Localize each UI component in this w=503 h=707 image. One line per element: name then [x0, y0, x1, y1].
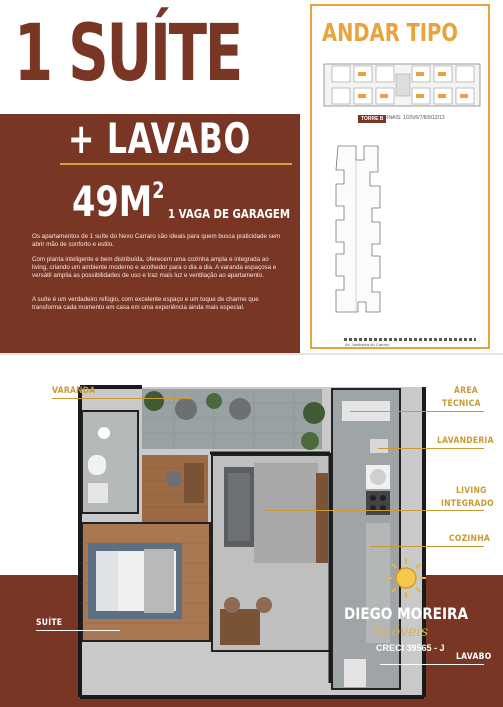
label-suite: SUÍTE: [36, 618, 63, 628]
tower-badge: TORRE B: [358, 115, 386, 123]
description-paragraph-3: A suíte é um verdadeiro refúgio, com excelente espaço e um toque de charme que transforma cada momento em casa em uma experiência ainda mais especial.: [32, 296, 259, 311]
label-cozinha: COZINHA: [449, 534, 491, 544]
street-line: [344, 338, 476, 341]
label-living-2: INTEGRADO: [441, 499, 494, 509]
leader-varanda: [52, 398, 192, 399]
area-value: 49M: [72, 177, 153, 226]
label-area-tecnica-1: ÁREA: [454, 386, 478, 396]
description-paragraph-1: Os apartamentos de 1 suíte do Nexo Carraro são ideais para quem busca praticidade sem abrir mão de conforto e estilo.: [32, 233, 281, 248]
floor-plan-title: ANDAR TIPO: [322, 18, 458, 47]
broker-name: DIEGO MOREIRA: [344, 604, 469, 623]
unit-plan-drawing: [74, 383, 434, 703]
panel-separator: [0, 353, 503, 355]
label-varanda: VARANDA: [52, 386, 96, 396]
label-living-1: LIVING: [456, 486, 487, 496]
leader-lavabo: [380, 664, 484, 665]
unit-area: [72, 168, 164, 226]
unit-finals: FINAIS: 1/2/5/6/7/8/9/12/13: [384, 115, 445, 121]
label-lavabo: LAVABO: [456, 652, 492, 662]
tower-b-plan-drawing: [328, 142, 388, 322]
gold-divider: [60, 163, 292, 165]
broker-creci: CRECI 39565 - J: [376, 643, 445, 653]
label-lavanderia: LAVANDERIA: [437, 436, 494, 446]
leader-suite: [36, 630, 120, 631]
description-paragraph-2: Com planta inteligente e bem distribuída, oferecem uma cozinha ampla e integrada ao living, criando um ambiente moderno e acolhedor para o dia a dia. A varanda espaçosa e versátil amplia as possibilidades de uso e traz mais luz e ventilação ao apartamento.: [32, 256, 277, 279]
garage-info: 1 VAGA DE GARAGEM: [168, 207, 291, 221]
street-name: Av. Jardineira do Carraro: [345, 342, 390, 347]
leader-lavanderia: [378, 448, 484, 449]
tower-a-plan-drawing: [322, 62, 482, 112]
unit-type-title: 1 SUÍTE: [14, 9, 242, 99]
unit-type-subtitle: + LAVABO: [68, 114, 252, 163]
sun-logo-icon: [384, 556, 428, 600]
leader-living: [266, 510, 484, 511]
broker-subtitle: Imóveis: [373, 624, 429, 640]
area-exponent: 2: [152, 179, 165, 204]
leader-area-tecnica: [350, 411, 484, 412]
label-area-tecnica-2: TÉCNICA: [442, 399, 481, 409]
leader-cozinha: [370, 546, 484, 547]
